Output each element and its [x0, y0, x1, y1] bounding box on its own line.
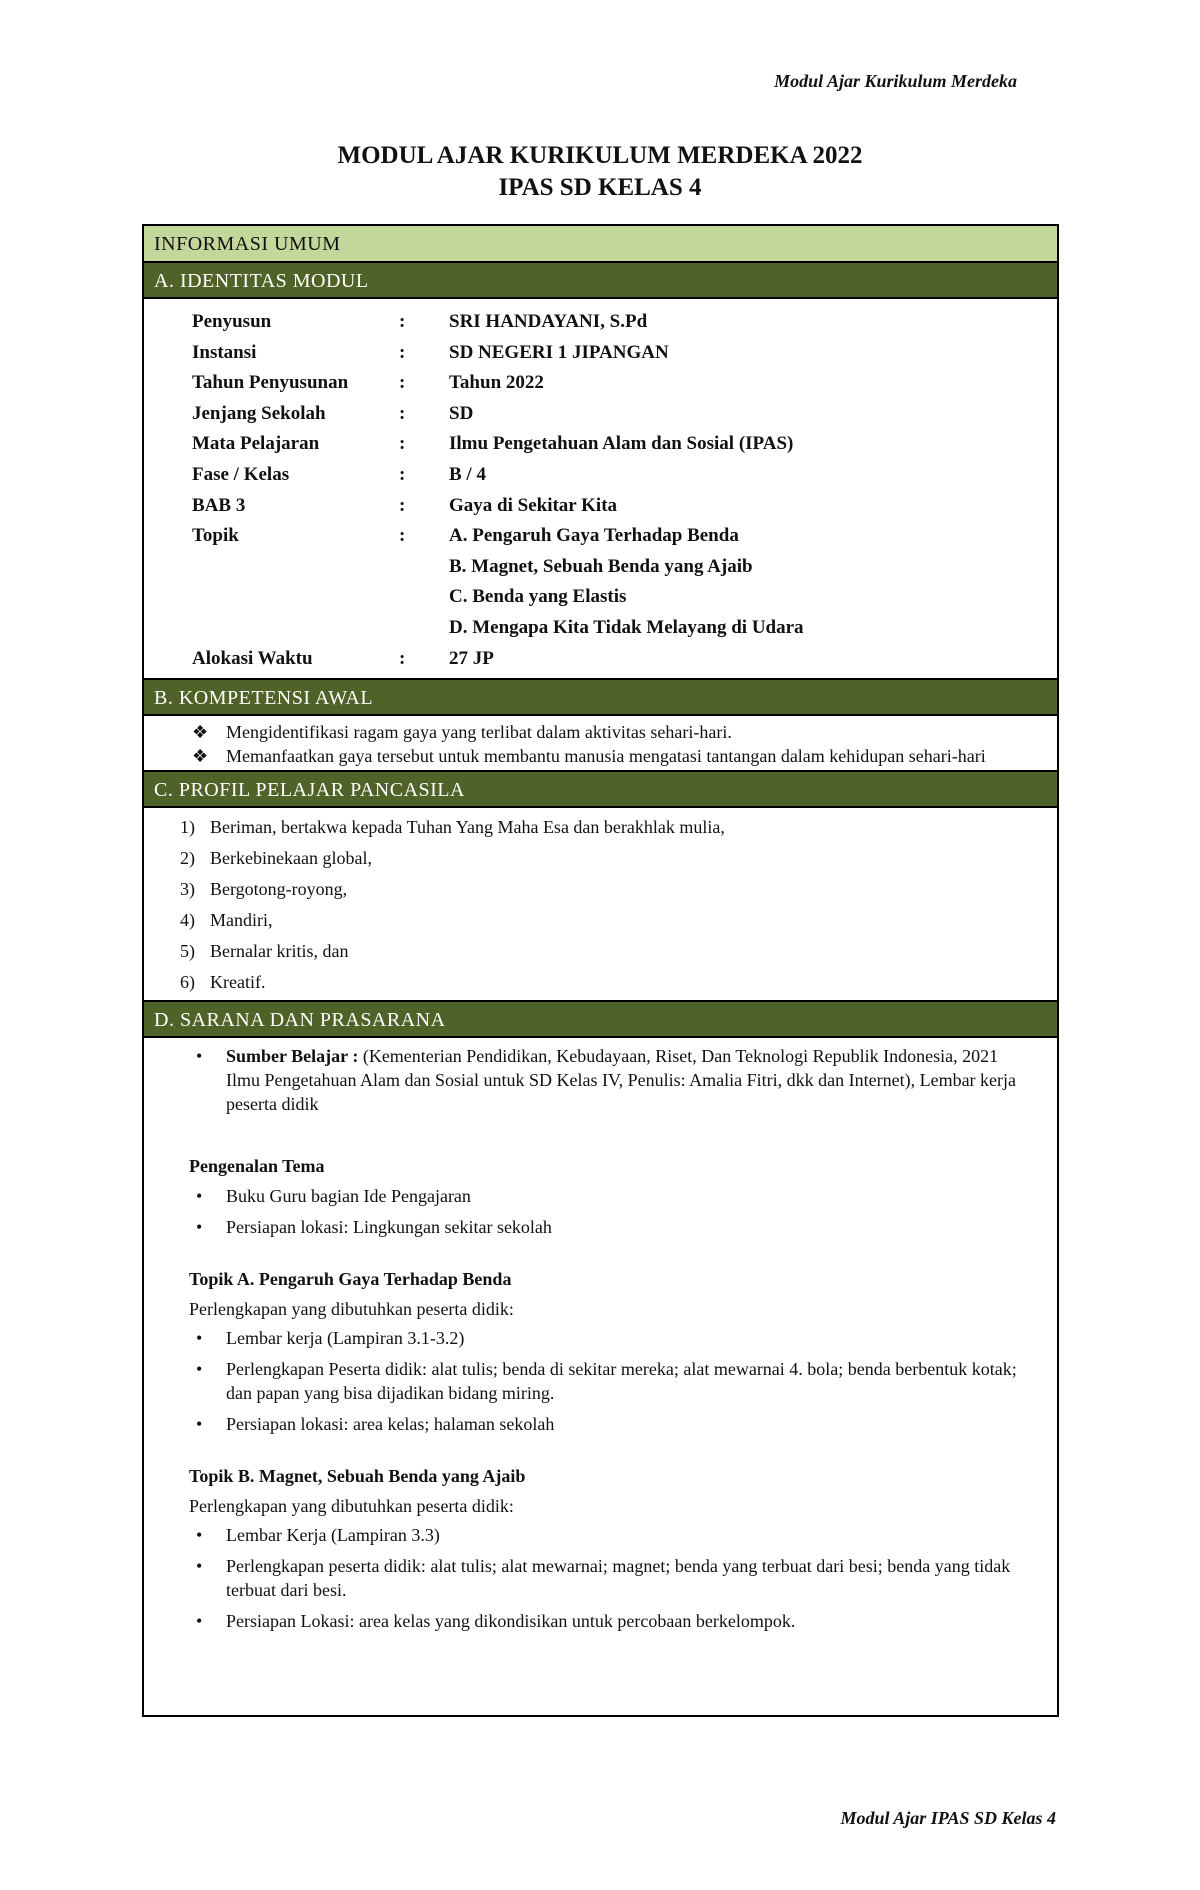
list-item [144, 1609, 1057, 1633]
id-row [144, 368, 1057, 399]
topik-b-intro: Perlengkapan yang dibutuhkan peserta didik: [189, 1496, 514, 1517]
id-colon: : [399, 525, 406, 547]
id-value: C. Benda yang Elastis [449, 586, 627, 608]
kompetensi-heading: B. KOMPETENSI AWAL [144, 680, 1057, 716]
topik-a-heading: Topik A. Pengaruh Gaya Terhadap Benda [189, 1269, 512, 1290]
id-value: B. Magnet, Sebuah Benda yang Ajaib [449, 555, 753, 577]
id-value: Gaya di Sekitar Kita [449, 494, 618, 516]
id-value: SRI HANDAYANI, S.Pd [449, 311, 648, 332]
id-colon: : [399, 433, 406, 455]
id-colon: : [399, 311, 406, 332]
list-item [144, 1184, 1057, 1208]
id-value: Tahun 2022 [449, 372, 544, 394]
list-item-text: Bernalar kritis, dan [210, 941, 349, 962]
sumber-belajar-text [226, 1044, 1026, 1116]
list-item-text: Persiapan lokasi: Lingkungan sekitar sekolah [226, 1217, 552, 1238]
bullet-icon: • [196, 1217, 203, 1238]
informasi-umum-bar: INFORMASI UMUM [144, 226, 1057, 263]
id-colon: : [399, 647, 406, 669]
bullet-icon: • [196, 1414, 203, 1435]
id-colon: : [399, 463, 406, 485]
list-item [144, 1554, 1057, 1602]
list-item [144, 1357, 1057, 1405]
id-value: SD [449, 402, 474, 424]
list-item [144, 812, 1057, 843]
bullet-icon: • [196, 1328, 203, 1349]
bullet-icon: • [196, 1186, 203, 1207]
list-item [144, 1412, 1057, 1436]
id-colon: : [399, 402, 406, 424]
list-item [144, 1326, 1057, 1350]
list-item [144, 744, 1057, 768]
list-item [144, 936, 1057, 967]
identitas-table [144, 299, 1057, 680]
id-value: D. Mengapa Kita Tidak Melayang di Udara [449, 616, 804, 638]
id-row-topik [144, 613, 1057, 644]
id-row [144, 399, 1057, 430]
list-number: 2) [180, 848, 195, 869]
id-row-topik [144, 552, 1057, 583]
title-line-2: IPAS SD KELAS 4 [498, 174, 702, 201]
list-item-text: Bergotong-royong, [210, 879, 348, 900]
id-row [144, 338, 1057, 369]
id-row [144, 644, 1057, 675]
page-footer-note: Modul Ajar IPAS SD Kelas 4 [840, 1808, 1056, 1828]
list-item-text: Beriman, bertakwa kepada Tuhan Yang Maha Esa dan berakhlak mulia, [210, 817, 725, 838]
diamond-bullet-icon: ❖ [192, 722, 209, 743]
id-row [144, 521, 1057, 552]
id-key: Jenjang Sekolah [192, 402, 326, 424]
list-item [144, 720, 1057, 744]
id-colon: : [399, 494, 406, 516]
list-item-text: Memanfaatkan gaya tersebut untuk membantu manusia mengatasi tantangan dalam kehidupan sehari-hari [226, 746, 986, 767]
id-value: SD NEGERI 1 JIPANGAN [449, 341, 669, 363]
pengenalan-tema-heading: Pengenalan Tema [189, 1156, 325, 1177]
list-item-text: Berkebinekaan global, [210, 848, 372, 869]
list-item [144, 967, 1057, 998]
sarana-content [144, 1038, 1057, 1716]
list-item [144, 1215, 1057, 1239]
diamond-bullet-icon: ❖ [192, 746, 209, 767]
list-item-text: Perlengkapan peserta didik: alat tulis; alat mewarnai; magnet; benda yang terbuat dari besi; benda yang tidak terbuat dari besi. [226, 1556, 1011, 1601]
id-row [144, 460, 1057, 491]
bullet-icon: • [196, 1611, 203, 1632]
id-key: Fase / Kelas [192, 463, 290, 485]
list-number: 3) [180, 879, 195, 900]
list-item-text: Lembar kerja (Lampiran 3.1-3.2) [226, 1328, 465, 1349]
id-key: Penyusun [192, 311, 272, 332]
list-item [144, 843, 1057, 874]
id-row [144, 429, 1057, 460]
id-key: Mata Pelajaran [192, 433, 320, 455]
id-key: BAB 3 [192, 494, 246, 516]
list-number: 4) [180, 910, 195, 931]
bullet-icon: • [196, 1046, 203, 1067]
id-value: 27 JP [449, 647, 494, 669]
module-info-box [142, 224, 1059, 1717]
bullet-icon: • [196, 1556, 203, 1577]
list-item-text: Buku Guru bagian Ide Pengajaran [226, 1186, 471, 1207]
id-row [144, 491, 1057, 522]
id-colon: : [399, 372, 406, 394]
id-key: Topik [192, 525, 239, 547]
title-line-1: MODUL AJAR KURIKULUM MERDEKA 2022 [337, 142, 863, 169]
id-key: Instansi [192, 341, 257, 363]
sumber-belajar-value: (Kementerian Pendidikan, Kebudayaan, Riset, Dan Teknologi Republik Indonesia, 2021 Ilmu Pengetahuan Alam dan Sosial untuk SD Kelas IV, Penulis: Amalia Fitri, dkk dan Internet), Lembar kerja peserta didik [226, 1046, 1017, 1115]
sumber-belajar-label: Sumber Belajar : [226, 1046, 359, 1067]
topik-b-heading: Topik B. Magnet, Sebuah Benda yang Ajaib [189, 1466, 526, 1487]
list-item [144, 874, 1057, 905]
sumber-belajar-item [144, 1044, 1057, 1116]
id-key: Tahun Penyusunan [192, 372, 349, 394]
sarana-heading: D. SARANA DAN PRASARANA [144, 1002, 1057, 1038]
bullet-icon: • [196, 1359, 203, 1380]
list-number: 1) [180, 817, 195, 838]
list-item-text: Persiapan Lokasi: area kelas yang dikondisikan untuk percobaan berkelompok. [226, 1611, 796, 1632]
list-item [144, 905, 1057, 936]
list-item-text: Kreatif. [210, 972, 266, 993]
identitas-heading: A. IDENTITAS MODUL [144, 263, 1057, 299]
list-item-text: Persiapan lokasi: area kelas; halaman sekolah [226, 1414, 555, 1435]
id-colon: : [399, 341, 406, 363]
list-number: 6) [180, 972, 195, 993]
list-item [144, 1523, 1057, 1547]
bullet-icon: • [196, 1525, 203, 1546]
id-row [144, 307, 1057, 338]
id-key: Alokasi Waktu [192, 647, 313, 669]
id-value: Ilmu Pengetahuan Alam dan Sosial (IPAS) [449, 433, 794, 455]
id-value: A. Pengaruh Gaya Terhadap Benda [449, 525, 739, 547]
id-value: B / 4 [449, 463, 486, 485]
document-title [0, 140, 1200, 204]
list-item-text: Perlengkapan Peserta didik: alat tulis; benda di sekitar mereka; alat mewarnai 4. bola; benda berbentuk kotak; dan papan yang bisa dijadikan bidang miring. [226, 1359, 1017, 1404]
list-number: 5) [180, 941, 195, 962]
id-row-topik [144, 582, 1057, 613]
list-item-text: Mengidentifikasi ragam gaya yang terlibat dalam aktivitas sehari-hari. [226, 722, 732, 743]
list-item-text: Mandiri, [210, 910, 273, 931]
topik-a-intro: Perlengkapan yang dibutuhkan peserta didik: [189, 1299, 514, 1320]
page-header-note: Modul Ajar Kurikulum Merdeka [774, 71, 1017, 91]
profil-heading: C. PROFIL PELAJAR PANCASILA [144, 772, 1057, 808]
profil-list [144, 808, 1057, 1002]
kompetensi-list [144, 716, 1057, 772]
list-item-text: Lembar Kerja (Lampiran 3.3) [226, 1525, 440, 1546]
